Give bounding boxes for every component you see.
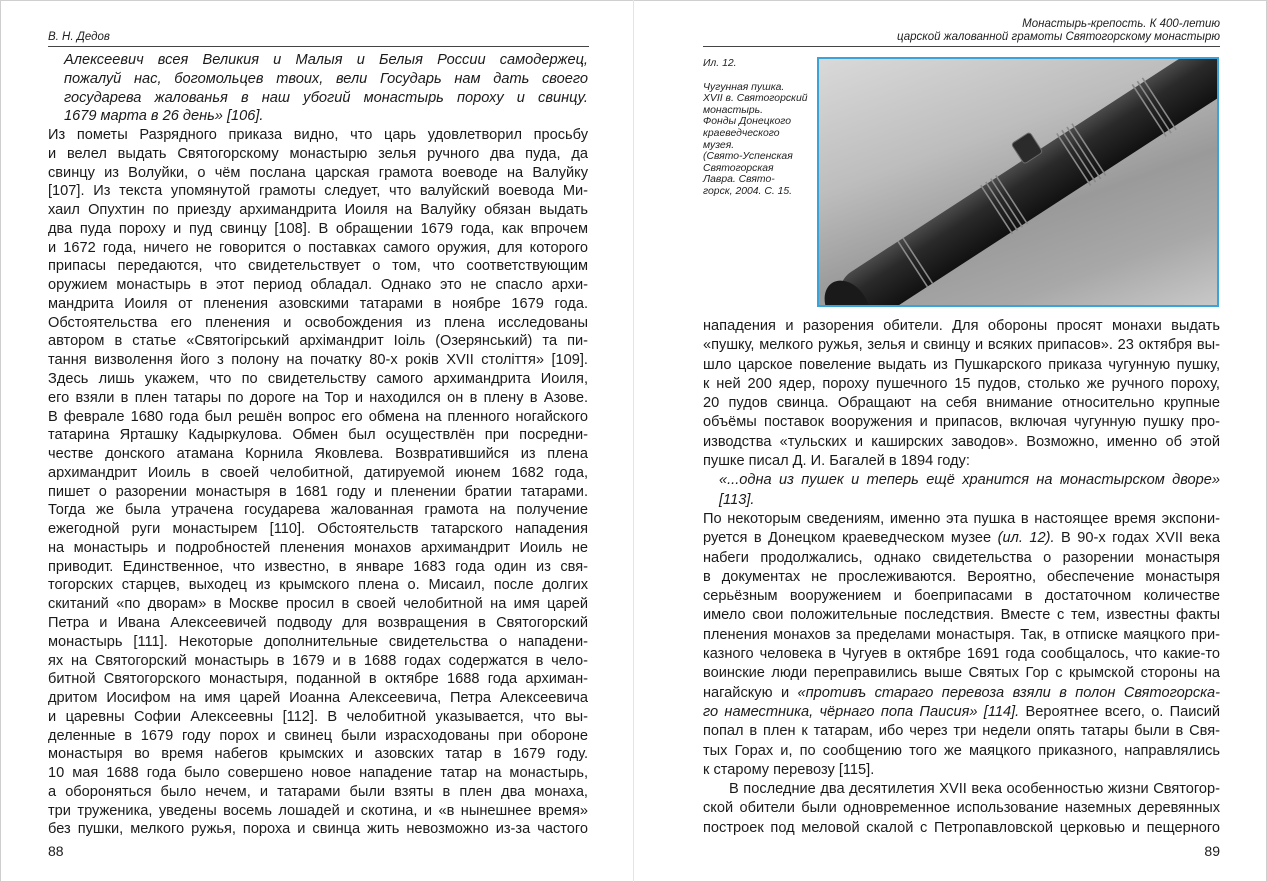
caption-line: краеведческого [703, 127, 780, 139]
text-line: объёмы поставок вооружения и припасов, включая чугунную пушку про- [703, 414, 1220, 431]
figure-caption-text [703, 82, 815, 198]
text-line: По некоторым сведениям, именно эта пушка в настоящее время экспони- [703, 510, 1220, 527]
paragraph [48, 126, 588, 839]
text-line: ской обители были одновременное использование наземных деревянных [703, 800, 1220, 817]
text-line: хаил Опухтин по приезду архимандрита Иоиля на Валуйку обязан выдать [48, 202, 588, 219]
right-page-number: 89 [1204, 843, 1220, 859]
text-line: мандрита Иоиля от пленения азовскими татарами в ноябре 1679 года. [48, 295, 588, 312]
text-line: монастыря во время набегов крымских и азовских татар в 1679 году. [48, 746, 588, 763]
text-line: скитаний «по дворам» в Москве просил в своей челобитной на имя царей [48, 596, 588, 613]
text-line [703, 703, 1220, 722]
text-line: «пушку, мелкого ружья, зелья и свинцу и всяких припасов». 23 октября вы- [703, 337, 1220, 354]
text-run: руется в Донецком краеведческом музее [703, 530, 998, 547]
text-line: 1679 марта в 26 день» [106]. [64, 108, 264, 125]
right-header-rule [703, 46, 1220, 47]
text-line: 20 пудов свинца. Обращают на себя внимание относительно крупные [703, 395, 1220, 412]
text-line: В последние два десятилетия XVII века особенностью жизни Святогор- [729, 781, 1220, 798]
left-page-number: 88 [48, 843, 64, 859]
text-line: свинцу из Волуйки, о чём послана царская грамота воеводе на Валуйку [48, 164, 588, 181]
text-line: Алексеевич всея Великия и Малыя и Белыя России самодержец, [64, 52, 588, 68]
text-line: Обстоятельства его пленения и освобождения из плена исследованы [48, 314, 588, 331]
text-line: монастырь [111]. Некоторые дополнительные свидетельства о нападени- [48, 633, 588, 650]
text-line: Петра и Ивана Алексеевичей подводу для возвращения в Святогорский [48, 614, 588, 631]
text-line: попал в плен к татарам, ибо через три недели опять татары были в Свя- [703, 723, 1220, 740]
caption-line: музея. [703, 139, 735, 151]
text-line: В феврале 1680 года был решён вопрос его обмена на пленного ногайского [48, 408, 588, 425]
text-line: серьёзным вооружением и боеприпасами в достаточном количестве [703, 588, 1220, 605]
text-line: деленные в 1679 году порох и свинец были израсходованы при обороне [48, 727, 588, 744]
text-line: «...одна из пушек и теперь ещё хранится на монастырском дворе» [719, 472, 1220, 489]
italic-text: (ил. 12). [997, 530, 1055, 547]
caption-line: горск, 2004. С. 15. [703, 185, 793, 197]
text-line: воинские люди переправились выше Святых Гор с крымской стороны на [703, 665, 1220, 682]
text-line: честве донского атамана Корнила Яковлева. Возвратившийся из плена [48, 446, 588, 463]
text-line: в документах не прослеживаются. Вероятно, обеспечение монастыря [703, 568, 1220, 585]
text-line: три труженика, уведены восемь лошадей и скотина, и «в нынешнее время» [48, 802, 588, 819]
caption-line: XVII в. Святогорский [703, 93, 808, 105]
text-run: нагайскую и [703, 684, 798, 701]
text-line: приводит. Единственное, что известно, в январе 1683 года один из свя- [48, 558, 588, 575]
right-page-body [703, 317, 1220, 838]
italic-text: го наместника, чёрнаго попа Паисия» [114]. [703, 703, 1020, 720]
text-line: Тогда же была утрачена государева жалованная грамота на получение [48, 502, 588, 519]
paragraph [703, 780, 1220, 838]
text-line: пленения монахов за пределами монастыря. Так, в отписке маяцкого при- [703, 626, 1220, 643]
text-line: пишет о разорении монастыря в 1681 году и пленении братии татарами. [48, 483, 588, 500]
gutter [633, 0, 634, 882]
text-line: набеги продолжались, однако свидетельства о разорении монастыря [703, 549, 1220, 566]
text-line: битной Святогорского монастыря, поданной в октябре 1688 года архиман- [48, 671, 588, 688]
text-run: В 90-х годах XVII века [1054, 530, 1220, 547]
text-line: два пуда пороху и пуд свинцу [108]. В обращении 1679 года, как впрочем [48, 220, 588, 237]
block-quote [48, 51, 588, 126]
text-line: пожалуй нас, богомольцев твоих, вели Государь нам дать своего [64, 70, 588, 87]
text-line: изводства «тульских и каширских заводов». Возможно, именно об этой [703, 433, 1220, 450]
text-line: оружием монастырь в этот период обладал. Однако это не спасло архи- [48, 277, 588, 294]
text-line: тогорских старцев, выходец из крымского плена о. Мисаил, после долгих [48, 577, 588, 594]
caption-line: Святогорская [703, 162, 774, 174]
italic-text: «противъ стараго перевоза взяли в полон Святогорска- [797, 684, 1221, 701]
text-line: к старому перевозу [115]. [703, 761, 875, 778]
block-quote [703, 471, 1220, 510]
text-line: а обороняться было нечем, и татарами были взяты в плен два монаха, [48, 783, 588, 800]
running-head-line: царской жалованной грамоты Святогорскому монастырю [897, 31, 1220, 43]
caption-line: Фонды Донецкого [703, 116, 792, 128]
text-line: ях на Святогорский монастырь в 1679 и в 1688 годах содержатся в чело- [48, 652, 588, 669]
text-line: Из пометы Разрядного приказа видно, что царь удовлетворил просьбу [48, 127, 588, 144]
text-line: к ней 200 ядер, пороху пушечного 15 пудов, столько же ручного пороху, [703, 375, 1220, 392]
text-line: казного человека в Чугуев в октябре 1691 года сообщалось, что какие-то [703, 646, 1220, 663]
caption-line: (Свято-Успенская [703, 151, 793, 163]
cannon-photo [817, 57, 1219, 307]
text-line: ежегодной руги монастырем [110]. Обстоятельств татарского нападения [48, 521, 588, 538]
text-line: 10 мая 1688 года было совершено новое нападение татар на монастырь, [48, 765, 588, 782]
text-line: архимандрит Иоиль в своей челобитной, датируемой июнем 1682 года, [48, 464, 588, 481]
text-line: и 1672 года, ничего не говорится о поставках самого оружия, для которого [48, 239, 588, 256]
paragraph [703, 510, 1220, 780]
text-line: его взяли в плен татары по дороге на Тор и находился он в плену в Азове. [48, 389, 588, 406]
running-head-line: Монастырь-крепость. К 400-летию [1022, 18, 1220, 30]
text-line: дритом Иосифом на имя царей Иоанна Алексеевича, Петра Алексеевича [48, 690, 588, 707]
left-header-rule [48, 46, 589, 47]
text-line [703, 529, 1220, 548]
figure-label: Ил. 12. [703, 58, 737, 69]
text-line: Здесь лишь укажем, что по свидетельству самого архимандрита Иоиля, [48, 371, 588, 388]
text-line: пушке писал Д. И. Багалей в 1894 году: [703, 453, 970, 470]
text-line: татарина Ярташку Кадыркулова. Обмен был осуществлён при посредни- [48, 427, 588, 444]
text-line: припасы передаются, что свидетельствует о том, что соответствующим [48, 258, 588, 275]
text-line: имело свои положительные последствия. Вместе с тем, известны факты [703, 607, 1220, 624]
text-line: и царевны Софии Алексеевны [112]. В челобитной указывается, что вы- [48, 708, 588, 725]
text-line: без пушки, мелкого ружья, пороха и свинца жить невозможно из-за частого [48, 821, 588, 838]
text-line: автором в статье «Святогірський архімандрит Іоіль (Озерянський) та пи- [48, 333, 588, 350]
text-line: и велел выдать Святогорскому монастырю зелья ручного два пуда, да [48, 145, 588, 162]
figure-caption [703, 58, 815, 198]
text-line: построек под меловой скалой с Петропавловской церковью и пещерного [703, 819, 1220, 836]
cannon-illustration [819, 59, 1217, 305]
paragraph [703, 317, 1220, 471]
text-line [703, 684, 1220, 703]
text-line: тых Горах и, по сообщению того же маяцкого приказного, направлялись [703, 742, 1220, 759]
caption-line: Лавра. Свято- [703, 174, 775, 186]
text-line: нападения и разорения обители. Для обороны просят монахи выдать [703, 318, 1220, 334]
text-run: Вероятнее всего, о. Паисий [1019, 703, 1220, 720]
text-line: государева жалованья в наш убогий монастырь пороху и свинцу. [64, 89, 588, 106]
text-line: на монастырь и подробностей пленения монахов архимандрит Иоиль не [48, 539, 588, 556]
text-line: [107]. Из текста упомянутой грамоты следует, что валуйский воевода Ми- [48, 183, 588, 200]
left-page-body [48, 51, 588, 839]
left-running-head: В. Н. Дедов [48, 31, 110, 43]
text-line: тання визволення його з полону на початку 80-х років XVII століття» [109]. [48, 352, 588, 369]
text-line: [113]. [719, 491, 755, 508]
caption-line: Чугунная пушка. [703, 81, 785, 93]
text-line: шло царское повеление выдать из Пушкарского приказа чугунную пушку, [703, 356, 1220, 373]
right-running-head [897, 18, 1220, 44]
caption-line: монастырь. [703, 104, 764, 116]
